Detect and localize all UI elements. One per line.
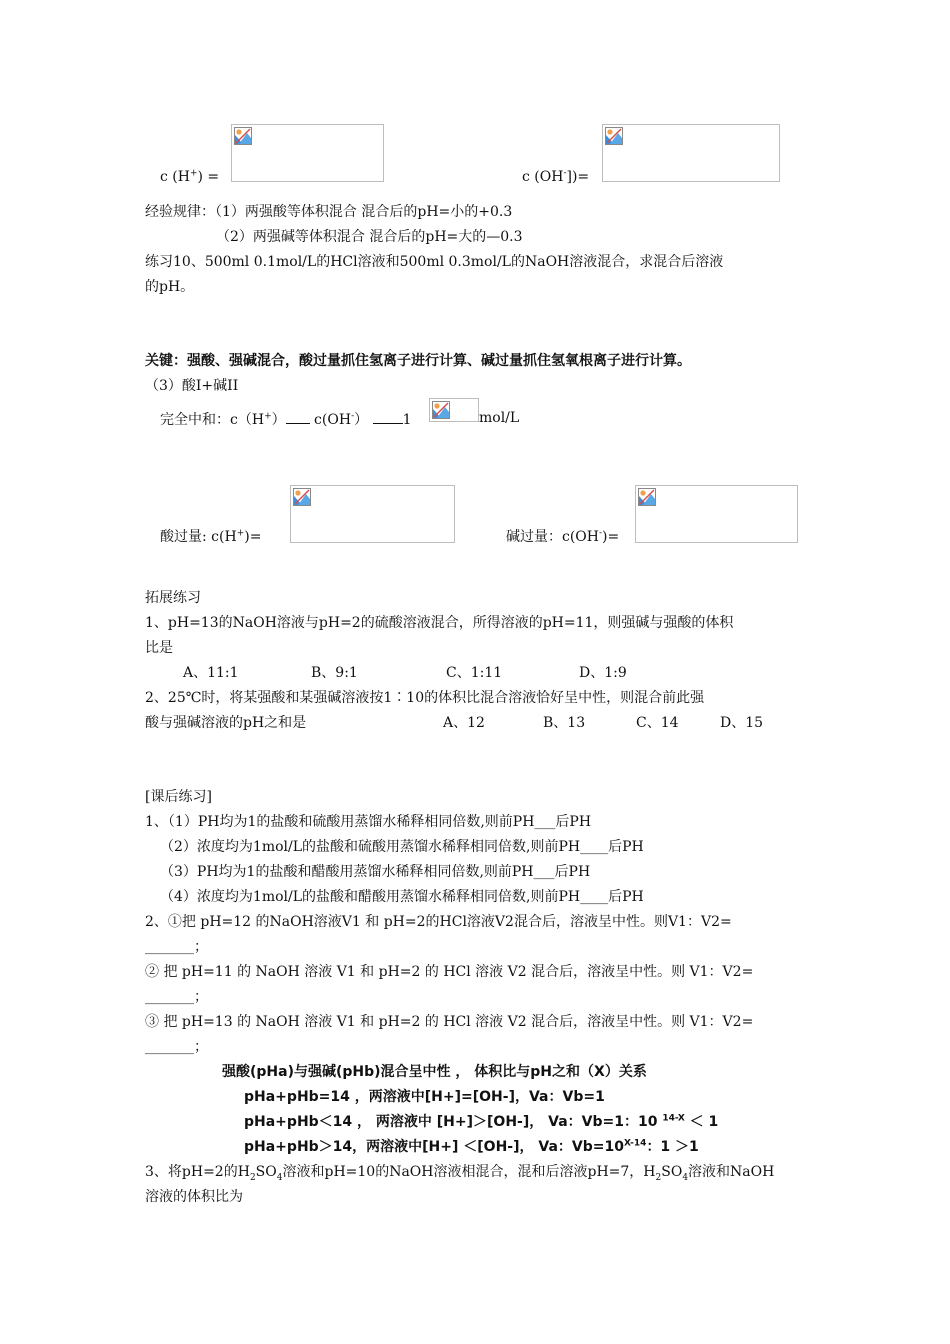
formula-image-base-excess bbox=[635, 485, 798, 543]
c-oh-formula-label: c (OH-])= bbox=[522, 168, 590, 185]
rule-line-2: （2）两强碱等体积混合 混合后的pH=大的—0.3 bbox=[216, 229, 523, 245]
extend-q1-option-b: B、9:1 bbox=[311, 665, 358, 681]
homework-q2-2-blank: _______； bbox=[145, 989, 208, 1005]
extend-q1-line-2: 比是 bbox=[145, 640, 173, 656]
extend-q1-option-c: C、1:11 bbox=[446, 665, 503, 681]
homework-q1-3: （3）PH均为1的盐酸和醋酸用蒸馏水稀释相同倍数,则前PH___后PH bbox=[160, 864, 591, 880]
extend-q2-option-b: B、13 bbox=[543, 715, 586, 731]
formula-image-acid-excess bbox=[290, 485, 455, 543]
formula-image-kw bbox=[429, 398, 479, 422]
homework-q2-1-blank: _______； bbox=[145, 939, 208, 955]
key-point: 关键：强酸、强碱混合，酸过量抓住氢离子进行计算、碱过量抓住氢氧根离子进行计算。 bbox=[145, 353, 691, 369]
formula-image-c-h bbox=[231, 124, 384, 182]
broken-image-icon bbox=[293, 488, 311, 506]
acid-excess-label: 酸过量: c(H+)= bbox=[160, 528, 262, 545]
extend-q1-option-a: A、11:1 bbox=[183, 665, 239, 681]
extend-q2-option-c: C、14 bbox=[636, 715, 679, 731]
extend-q1-line-1: 1、pH=13的NaOH溶液与pH=2的硫酸溶液混合，所得溶液的pH=11，则强碱与强酸的体积 bbox=[145, 615, 734, 631]
homework-q3-line-1: 3、将pH=2的$H_2SO_4$溶液和pH=10的NaOH溶液相混合，混和后溶液pH=7，$H_2SO_4$溶液和NaOH bbox=[145, 1164, 775, 1183]
exercise-10-line-1: 练习10、500ml 0.1mol/L的HCl溶液和500ml 0.3mol/L的NaOH溶液混合，求混合后溶液 bbox=[145, 254, 724, 270]
extend-q1-option-d: D、1:9 bbox=[579, 665, 627, 681]
extend-q2-option-a: A、12 bbox=[443, 715, 485, 731]
neutralization-unit: mol/L bbox=[479, 410, 520, 426]
homework-title: [课后练习] bbox=[145, 789, 212, 805]
homework-q2-3-line-1: ③ 把 pH=13 的 NaOH 溶液 V1 和 pH=2 的 HCl 溶液 V2 混合后，溶液呈中性。则 V1：V2= bbox=[145, 1014, 754, 1030]
extend-title: 拓展练习 bbox=[145, 590, 201, 606]
case-3-title: （3）酸I+碱II bbox=[145, 378, 239, 394]
rule-line-1: 经验规律：（1）两强酸等体积混合 混合后的pH=小的+0.3 bbox=[145, 204, 513, 220]
base-excess-label: 碱过量：c(OH-)= bbox=[506, 528, 620, 545]
c-h-formula-label: c (H+) = bbox=[160, 168, 220, 185]
extend-q2-line-1: 2、25℃时，将某强酸和某强碱溶液按1∶10的体积比混合溶液恰好呈中性，则混合前此强 bbox=[145, 690, 705, 706]
summary-title: 强酸(pHa)与强碱(pHb)混合呈中性 ， 体积比与pH之和（X）关系 bbox=[222, 1064, 647, 1080]
broken-image-icon bbox=[638, 488, 656, 506]
homework-q1-2: （2）浓度均为1mol/L的盐酸和硫酸用蒸馏水稀释相同倍数,则前PH____后PH bbox=[160, 839, 644, 855]
homework-q3-line-2: 溶液的体积比为 bbox=[145, 1189, 243, 1205]
summary-case-less: pHa+pHb＜14 ， 两溶液中 [H+]＞[OH-]， Va：Vb=1：10 $^{14-X}$ ＜ 1 bbox=[244, 1113, 719, 1130]
broken-image-icon bbox=[605, 127, 623, 145]
extend-q2-option-d: D、15 bbox=[720, 715, 764, 731]
homework-q2-1-line-1: 2、①把 pH=12 的NaOH溶液V1 和 pH=2的HCl溶液V2混合后，溶液呈中性。则V1：V2= bbox=[145, 914, 732, 930]
complete-neutralization-line: 完全中和：c（H+） c(OH-） 1 bbox=[160, 409, 411, 429]
homework-q2-2-line-1: ② 把 pH=11 的 NaOH 溶液 V1 和 pH=2 的 HCl 溶液 V2 混合后，溶液呈中性。则 V1：V2= bbox=[145, 964, 754, 980]
extend-q2-line-2: 酸与强碱溶液的pH之和是 bbox=[145, 715, 307, 731]
exercise-10-line-2: 的pH。 bbox=[145, 279, 195, 295]
summary-case-equal: pHa+pHb=14 ，两溶液中[H+]=[OH-]，Va：Vb=1 bbox=[244, 1089, 605, 1105]
summary-case-greater: pHa+pHb＞14，两溶液中[H+] ＜[OH-]， Va：$Vb=10^{X-14}$：1 ＞1 bbox=[244, 1138, 699, 1155]
broken-image-icon bbox=[432, 401, 450, 419]
homework-q1-4: （4）浓度均为1mol/L的盐酸和醋酸用蒸馏水稀释相同倍数,则前PH____后PH bbox=[160, 889, 644, 905]
homework-q2-3-blank: _______； bbox=[145, 1039, 208, 1055]
broken-image-icon bbox=[234, 127, 252, 145]
formula-image-c-oh bbox=[602, 124, 780, 182]
homework-q1-1: 1、（1）PH均为1的盐酸和硫酸用蒸馏水稀释相同倍数,则前PH___后PH bbox=[145, 814, 592, 830]
